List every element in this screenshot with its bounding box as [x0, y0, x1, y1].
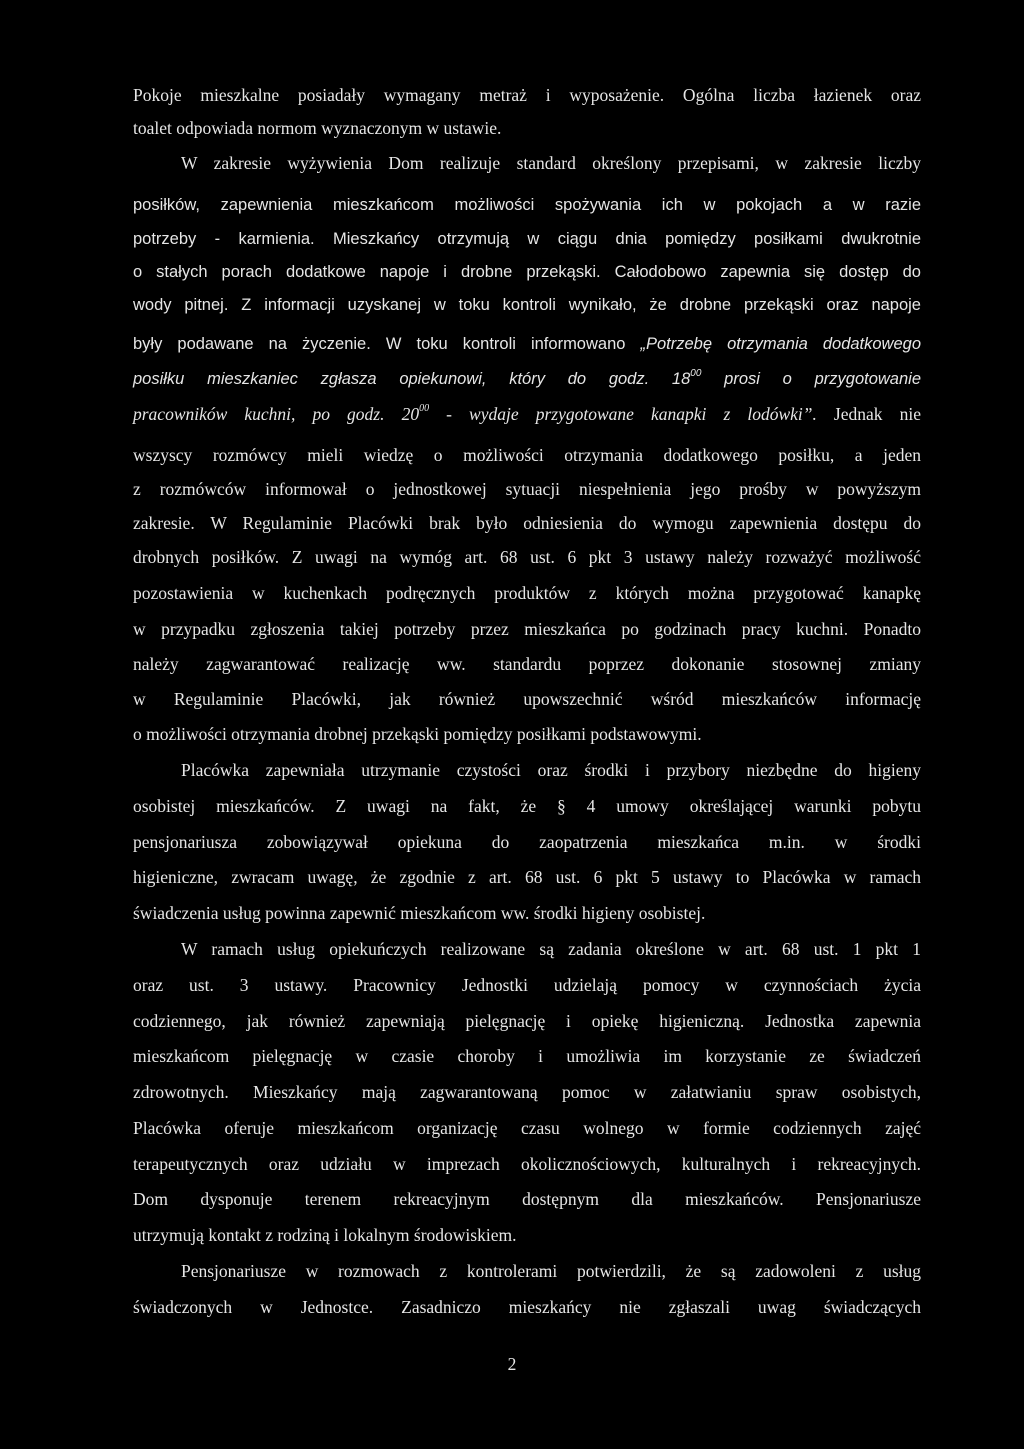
text-line: utrzymują kontakt z rodziną i lokalnym środowiskiem. [133, 1225, 517, 1245]
text-line: terapeutycznych oraz udziału w imprezach okolicznościowych, kulturalnych i rekreacyjnych. [133, 1154, 921, 1174]
text-line: Dom dysponuje terenem rekreacyjnym dostępnym dla mieszkańców. Pensjonariusze [133, 1189, 921, 1209]
text-line: w przypadku zgłoszenia takiej potrzeby przez mieszkańca po godzinach pracy kuchni. Ponadto [133, 619, 921, 639]
text-line: higieniczne, zwracam uwagę, że zgodnie z art. 68 ust. 6 pkt 5 ustawy to Placówka w ramach [133, 867, 921, 887]
superscript: 00 [419, 403, 430, 415]
text-line: osobistej mieszkańców. Z uwagi na fakt, że § 4 umowy określającej warunki pobytu [133, 796, 921, 816]
text-line: posiłków, zapewnienia mieszkańcom możliwości spożywania ich w pokojach a w razie [133, 196, 921, 214]
text-line: wszyscy rozmówcy mieli wiedzę o możliwości otrzymania dodatkowego posiłku, a jeden [133, 445, 921, 465]
text-line: Pokoje mieszkalne posiadały wymagany metraż i wyposażenie. Ogólna liczba łazienek oraz [133, 85, 921, 105]
text-line [133, 364, 921, 394]
text-line: zdrowotnych. Mieszkańcy mają zagwarantowaną pomoc w załatwianiu spraw osobistych, [133, 1082, 921, 1102]
quote-italic: „Potrzebę otrzymania dodatkowego [640, 335, 922, 353]
text-line [133, 329, 921, 359]
text-line: w Regulaminie Placówki, jak również upowszechnić wśród mieszkańców informację [133, 689, 921, 709]
quote-italic: posiłku mieszkaniec zgłasza opiekunowi, który do godz. 18 [133, 370, 691, 388]
text-line [133, 399, 921, 429]
text-line: pensjonariusza zobowiązywał opiekuna do zaopatrzenia mieszkańca m.in. w środki [133, 832, 921, 852]
text-line: świadczonych w Jednostce. Zasadniczo mieszkańcy nie zgłaszali uwag świadczących [133, 1297, 921, 1317]
text-line: drobnych posiłków. Z uwagi na wymóg art. 68 ust. 6 pkt 3 ustawy należy rozważyć możliwość [133, 547, 921, 567]
text-line: oraz ust. 3 ustawy. Pracownicy Jednostki udzielają pomocy w czynnościach życia [133, 975, 921, 995]
text-line: o możliwości otrzymania drobnej przekąski pomiędzy posiłkami podstawowymi. [133, 724, 702, 744]
text-line: o stałych porach dodatkowe napoje i drobne przekąski. Całodobowo zapewnia się dostęp do [133, 263, 921, 281]
text-line: potrzeby - karmienia. Mieszkańcy otrzymują w ciągu dnia pomiędzy posiłkami dwukrotnie [133, 230, 921, 248]
text-line: należy zagwarantować realizację ww. standardu poprzez dokonanie stosownej zmiany [133, 654, 921, 674]
text-line: Placówka oferuje mieszkańcom organizację czasu wolnego w formie codziennych zajęć [133, 1118, 921, 1138]
text-normal: Jednak nie [816, 404, 921, 424]
text-line: pozostawienia w kuchenkach podręcznych produktów z których można przygotować kanapkę [133, 583, 921, 603]
text-line: W zakresie wyżywienia Dom realizuje standard określony przepisami, w zakresie liczby [181, 153, 921, 173]
quote-italic: - wydaje przygotowane kanapki z lodówki”. [429, 404, 817, 424]
text-line: zakresie. W Regulaminie Placówki brak było odniesienia do wymogu zapewnienia dostępu do [133, 513, 921, 533]
quote-italic: prosi o przygotowanie [701, 370, 921, 388]
text-line: W ramach usług opiekuńczych realizowane są zadania określone w art. 68 ust. 1 pkt 1 [181, 939, 921, 959]
text-line: wody pitnej. Z informacji uzyskanej w toku kontroli wynikało, że drobne przekąski oraz napoje [133, 296, 921, 314]
text-line: z rozmówców informował o jednostkowej sytuacji niespełnienia jego prośby w powyższym [133, 479, 921, 499]
text-line: mieszkańcom pielęgnację w czasie choroby i umożliwia im korzystanie ze świadczeń [133, 1046, 921, 1066]
quote-italic: pracowników kuchni, po godz. 20 [133, 404, 420, 424]
text-line: toalet odpowiada normom wyznaczonym w ustawie. [133, 118, 502, 138]
text-line: Pensjonariusze w rozmowach z kontrolerami potwierdzili, że są zadowoleni z usług [181, 1261, 921, 1281]
text-line: świadczenia usług powinna zapewnić mieszkańcom ww. środki higieny osobistej. [133, 903, 706, 923]
page-number: 2 [507, 1354, 517, 1374]
text-normal: były podawane na życzenie. W toku kontroli informowano [133, 335, 641, 353]
text-line: codziennego, jak również zapewniają pielęgnację i opiekę higieniczną. Jednostka zapewnia [133, 1011, 921, 1031]
superscript: 00 [690, 367, 702, 379]
text-line: Placówka zapewniała utrzymanie czystości oraz środki i przybory niezbędne do higieny [181, 760, 921, 780]
